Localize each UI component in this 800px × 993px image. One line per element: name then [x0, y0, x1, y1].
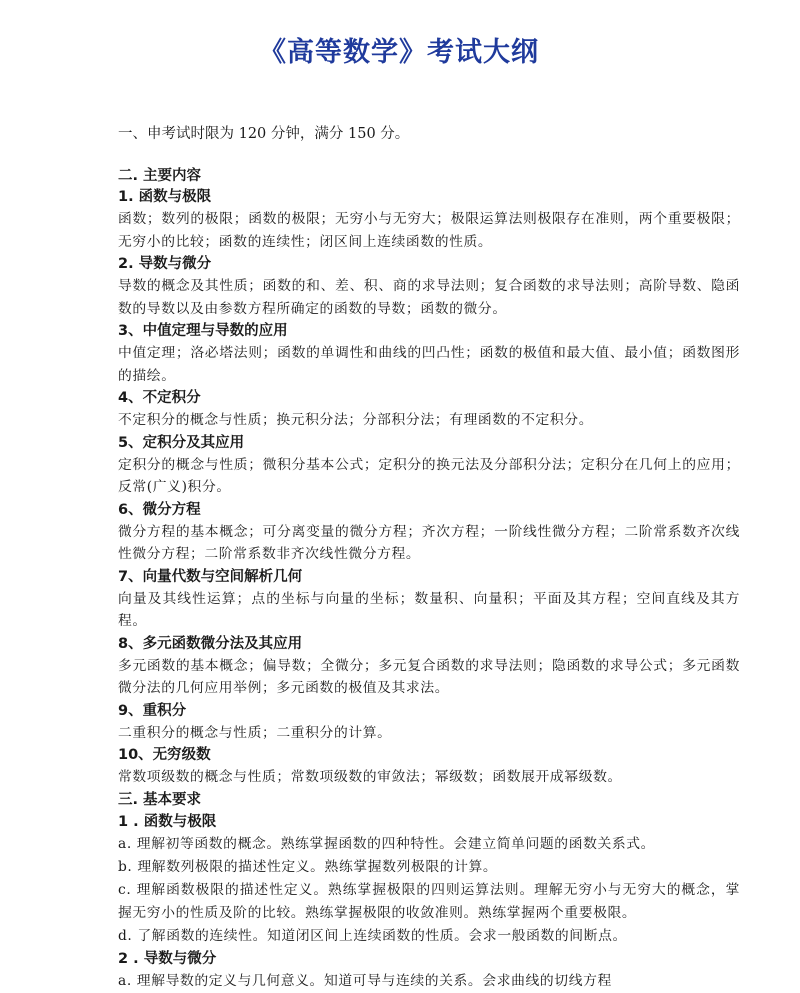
- section-heading-main-content: 二. 主要内容: [118, 168, 202, 184]
- item-heading-10: 10、无穷级数: [118, 747, 211, 763]
- item-heading-7: 7、向量代数与空间解析几何: [118, 568, 303, 585]
- requirement-c: c. 理解函数极限的描述性定义。熟练掌握极限的四则运算法则。理解无穷小与无穷大的概念，掌握无穷小的性质及阶的比较。熟练掌握极限的收敛准则。熟练掌握两个重要极限。: [118, 881, 740, 921]
- item-text-5: 定积分的概念与性质；微积分基本公式；定积分的换元法及分部积分法；定积分在几何上的应用；反常(广义)积分。: [118, 456, 740, 495]
- section-heading-requirements: 三. 基本要求: [118, 791, 202, 808]
- item-text-9: 二重积分的概念与性质；二重积分的计算。: [118, 724, 392, 741]
- item-heading-1: 1. 函数与极限: [118, 189, 212, 205]
- item-heading-5: 5、定积分及其应用: [118, 434, 245, 451]
- requirement-heading-1: 1 . 函数与极限: [118, 813, 217, 830]
- item-heading-2: 2. 导数与微分: [118, 256, 212, 272]
- item-text-4: 不定积分的概念与性质；换元积分法；分部积分法；有理函数的不定积分。: [118, 412, 594, 428]
- item-heading-3: 3、中值定理与导数的应用: [118, 323, 288, 339]
- item-text-8: 多元函数的基本概念；偏导数；全微分；多元复合函数的求导法则；隐函数的求导公式；多元函数微分法的几何应用举例；多元函数的极值及其求法。: [118, 657, 740, 696]
- item-text-3: 中值定理；洛必塔法则；函数的单调性和曲线的凹凸性；函数的极值和最大值、最小值；函数图形的描绘。: [118, 345, 740, 384]
- item-heading-6: 6、微分方程: [118, 501, 201, 518]
- requirement-2a: a. 理解导数的定义与几何意义。知道可导与连续的关系。会求曲线的切线方程: [118, 972, 612, 989]
- item-text-2: 导数的概念及其性质；函数的和、差、积、商的求导法则；复合函数的求导法则；高阶导数、隐函数的导数以及由参数方程所确定的函数的导数；函数的微分。: [118, 278, 740, 317]
- requirement-a: a. 理解初等函数的概念。熟练掌握函数的四种特性。会建立简单问题的函数关系式。: [118, 835, 656, 852]
- requirements-section: [118, 790, 740, 993]
- item-text-10: 常数项级数的概念与性质；常数项级数的审敛法；幂级数；函数展开成幂级数。: [118, 769, 622, 785]
- exam-time-note: 一、申考试时限为 120 分钟，满分 150 分。: [118, 126, 410, 142]
- requirement-d: d. 了解函数的连续性。知道闭区间上连续函数的性质。会求一般函数的间断点。: [118, 927, 627, 944]
- item-heading-8: 8、多元函数微分法及其应用: [118, 635, 303, 652]
- requirement-heading-2: 2 . 导数与微分: [118, 950, 217, 967]
- item-text-1: 函数；数列的极限；函数的极限；无穷小与无穷大；极限运算法则极限存在准则，两个重要极限；无穷小的比较；函数的连续性；闭区间上连续函数的性质。: [118, 211, 740, 250]
- item-heading-4: 4、不定积分: [118, 390, 201, 406]
- item-text-7: 向量及其线性运算；点的坐标与向量的坐标；数量积、向量积；平面及其方程；空间直线及其方程。: [118, 590, 740, 629]
- item-text-6: 微分方程的基本概念；可分离变量的微分方程；齐次方程；一阶线性微分方程；二阶常系数齐次线性微分方程；二阶常系数非齐次线性微分方程。: [118, 523, 740, 562]
- page-title: 《高等数学》考试大纲: [259, 37, 539, 68]
- item-heading-9: 9、重积分: [118, 702, 187, 719]
- requirement-b: b. 理解数列极限的描述性定义。熟练掌握数列极限的计算。: [118, 858, 498, 875]
